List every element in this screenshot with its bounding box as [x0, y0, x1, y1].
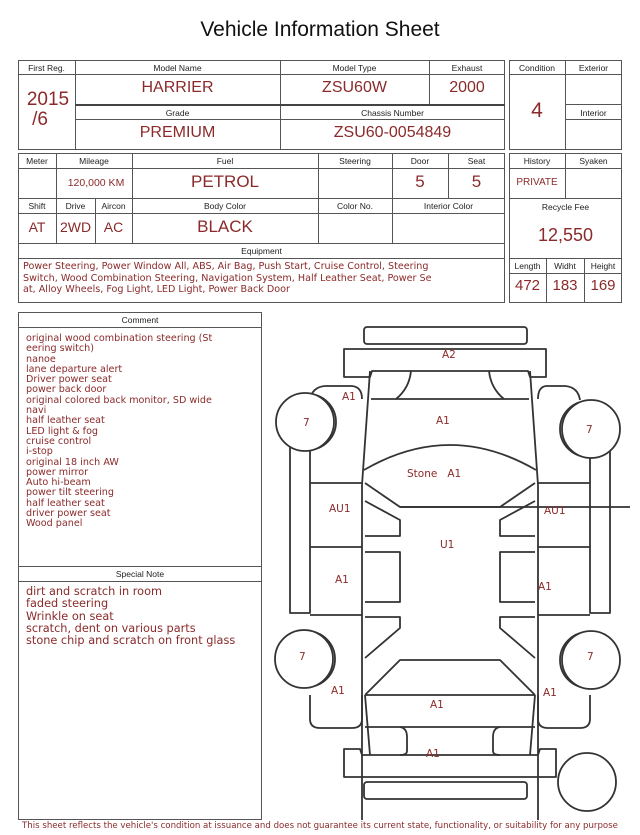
- code-bonnet: A1: [436, 415, 450, 427]
- comment-item: half leather seat: [26, 497, 105, 509]
- aircon-value: AC: [103, 219, 124, 235]
- comment-item: Wood panel: [26, 518, 83, 530]
- width-value: 183: [552, 277, 578, 294]
- syaken-label: Syaken: [579, 156, 608, 166]
- height-label: Height: [590, 261, 616, 271]
- interior-label: Interior: [580, 108, 607, 118]
- seat-value: 5: [471, 172, 482, 191]
- seat-label: Seat: [467, 156, 486, 166]
- first-reg-label: First Reg.: [28, 63, 65, 73]
- code-rear-bumper: A1: [426, 748, 440, 760]
- code-left-rear-tire: 7: [299, 651, 306, 663]
- code-left-front-fender: A1: [342, 391, 356, 403]
- comment-item: nanoe: [26, 353, 56, 365]
- length-label: Length: [514, 261, 541, 271]
- history-label: History: [523, 156, 551, 166]
- rear-plate: [364, 782, 527, 799]
- body-color-label: Body Color: [203, 201, 247, 211]
- comment-item: power tilt steering: [26, 487, 114, 499]
- comment-item: original colored back monitor, SD wide: [26, 394, 212, 406]
- comment-item: power back door: [26, 384, 107, 396]
- comment-item: cruise control: [26, 435, 92, 447]
- height-value: 169: [590, 277, 616, 294]
- color-no-label: Color No.: [337, 201, 373, 211]
- length-value: 472: [514, 277, 541, 294]
- fuel-value: PETROL: [190, 172, 260, 191]
- code-left-front-door: AU1: [329, 503, 351, 515]
- first-reg-year: 2015: [26, 89, 70, 110]
- code-windshield: Stone A1: [407, 468, 462, 480]
- comment-item: navi: [26, 405, 47, 417]
- special-note-list: [26, 586, 235, 647]
- condition-score: 4: [531, 99, 543, 122]
- model-type-value: ZSU60W: [322, 79, 387, 96]
- interior-color-label: Interior Color: [423, 201, 474, 211]
- comment-label: Comment: [121, 315, 159, 325]
- special-note-item: dirt and scratch in room: [26, 585, 162, 598]
- model-name-label: Model Name: [153, 63, 202, 73]
- meter-label: Meter: [26, 156, 48, 166]
- model-type-label: Model Type: [332, 63, 377, 73]
- page-title: Vehicle Information Sheet: [200, 18, 440, 41]
- history-value: PRIVATE: [516, 177, 558, 188]
- code-right-front-tire: 7: [586, 424, 593, 436]
- drive-label: Drive: [65, 201, 86, 211]
- grade-label: Grade: [165, 108, 190, 118]
- aircon-label: Aircon: [101, 201, 126, 211]
- exterior-label: Exterior: [578, 63, 609, 73]
- code-right-front-door: AU1: [544, 505, 566, 517]
- special-note-item: Wrinkle on seat: [26, 609, 114, 623]
- comment-item: original 18 inch AW: [26, 456, 119, 468]
- code-left-rear-fender: A1: [331, 685, 345, 697]
- special-note-item: stone chip and scratch on front glass: [26, 634, 236, 648]
- door-value: 5: [415, 172, 425, 191]
- code-left-rear-door: A1: [335, 574, 349, 586]
- special-note-label: Special Note: [115, 569, 165, 579]
- fuel-label: Fuel: [216, 156, 234, 166]
- comment-item: eering switch): [26, 343, 95, 355]
- steering-label: Steering: [339, 156, 371, 166]
- rear-bumper: [344, 749, 556, 777]
- comment-item: Driver power seat: [26, 374, 112, 386]
- model-name-value: HARRIER: [141, 79, 214, 96]
- equipment-label: Equipment: [241, 246, 282, 256]
- shift-label: Shift: [28, 201, 46, 211]
- code-right-rear-tire: 7: [587, 651, 594, 663]
- drive-value: 2WD: [59, 219, 92, 235]
- comment-item: power mirror: [26, 466, 89, 478]
- chassis-label: Chassis Number: [361, 108, 424, 118]
- chassis-value: ZSU60-0054849: [333, 124, 452, 141]
- shift-value: AT: [28, 219, 46, 235]
- mileage-label: Mileage: [79, 156, 109, 166]
- disclaimer-footer: This sheet reflects the vehicle's condition at issuance and does not guarantee its current state, functionality, or suitability for any purpose: [22, 821, 618, 831]
- comment-item: driver power seat: [26, 508, 111, 520]
- first-reg-month: /6: [32, 109, 48, 130]
- exhaust-value: 2000: [449, 79, 485, 96]
- comment-item: Auto hi-beam: [26, 477, 91, 489]
- special-note-item: faded steering: [26, 597, 109, 611]
- comment-item: original wood combination steering (St: [26, 333, 213, 344]
- exhaust-label: Exhaust: [451, 63, 483, 73]
- recycle-fee-label: Recycle Fee: [541, 202, 590, 212]
- width-label: Widht: [554, 261, 576, 271]
- spare-tire: [558, 753, 616, 811]
- code-right-rear-door: A1: [538, 581, 552, 593]
- front-plate: [364, 327, 527, 344]
- equipment-list: Power Steering, Power Window All, ABS, Air Bag, Push Start, Cruise Control, Steering Switch, Wood Combination Steering, Navigation System, Half Leather Seat, Power Seat, Alloy Wheels, Fog Light, LED Light, Power Back Door: [23, 261, 432, 295]
- comment-item: lane departure alert: [26, 363, 123, 375]
- body-color-value: BLACK: [197, 217, 253, 236]
- special-note-item: scratch, dent on various parts: [26, 621, 196, 635]
- code-front-bumper: A2: [442, 349, 456, 361]
- comment-item: i-stop: [26, 446, 53, 458]
- recycle-fee-value: 12,550: [537, 225, 594, 245]
- car-damage-diagram: [270, 315, 630, 820]
- grade-value: PREMIUM: [139, 124, 216, 141]
- code-left-front-tire: 7: [303, 417, 310, 429]
- code-roof: U1: [440, 539, 455, 551]
- comment-item: half leather seat: [26, 415, 105, 427]
- comment-list: [26, 334, 212, 530]
- code-tailgate: A1: [430, 699, 444, 711]
- condition-label: Condition: [519, 63, 555, 73]
- door-label: Door: [410, 156, 430, 166]
- code-right-rear-fender: A1: [543, 687, 557, 699]
- comment-item: LED light & fog: [26, 425, 99, 437]
- mileage-value: 120,000 KM: [67, 177, 125, 189]
